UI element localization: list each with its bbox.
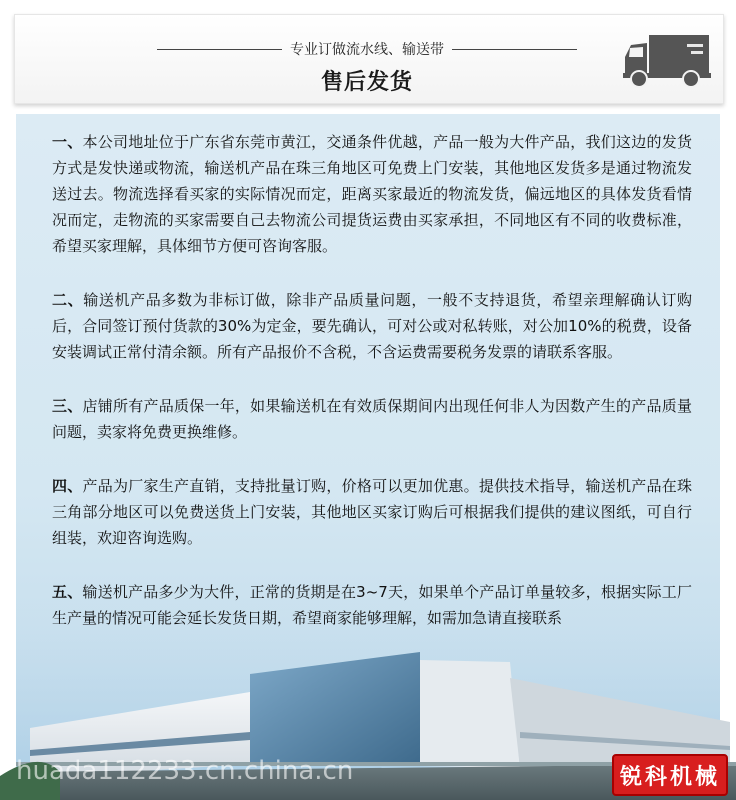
shipping-info	[52, 129, 692, 659]
subtitle-line-right	[452, 49, 577, 50]
truck-icon	[621, 31, 713, 89]
section-4	[52, 473, 692, 551]
brand-badge-text: 锐科机械	[619, 763, 720, 790]
section-number: 一、	[52, 133, 83, 151]
subtitle: 专业订做流水线、输送带	[290, 42, 444, 58]
page-title: 售后发货	[320, 70, 413, 95]
brand-badge	[612, 754, 728, 796]
section-number: 五、	[52, 583, 83, 601]
section-5	[52, 579, 692, 631]
section-1	[52, 129, 692, 259]
subtitle-line-left	[157, 49, 282, 50]
header-banner	[14, 14, 724, 104]
section-number: 四、	[52, 477, 83, 495]
section-text: 本公司地址位于广东省东莞市黄江，交通条件优越，产品一般为大件产品，我们这边的发货方式是发快递或物流，输送机产品在珠三角地区可免费上门安装，其他地区发货多是通过物流发送过去。物流选择看买家的实际情况而定，距离买家最近的物流发货，偏远地区的具体发货看情况而定，走物流的买家需要自己去物流公司提货运费由买家承担，不同地区有不同的收费标准，希望买家理解，具体细节方便可咨询客服。	[52, 133, 692, 255]
section-2	[52, 287, 692, 365]
section-text: 输送机产品多数为非标订做，除非产品质量问题，一般不支持退货，希望亲理解确认订购后，合同签订预付货款的30%为定金，要先确认，可对公或对私转账，对公加10%的税费，设备安装调试正常付清余额。所有产品报价不含税，不含运费需要税务发票的请联系客服。	[52, 291, 692, 361]
section-3	[52, 393, 692, 445]
section-number: 三、	[52, 397, 83, 415]
section-text: 店铺所有产品质保一年，如果输送机在有效质保期间内出现任何非人为因数产生的产品质量问题，卖家将免费更换维修。	[52, 397, 692, 441]
section-text: 输送机产品多少为大件，正常的货期是在3~7天，如果单个产品订单量较多，根据实际工厂生产量的情况可能会延长发货日期，希望商家能够理解，如需加急请直接联系	[52, 583, 692, 627]
section-text: 产品为厂家生产直销，支持批量订购，价格可以更加优惠。提供技术指导，输送机产品在珠三角部分地区可以免费送货上门安装，其他地区买家订购后可根据我们提供的建议图纸，可自行组装，欢迎咨询选购。	[52, 477, 692, 547]
watermark: huada112233.cn.china.cn	[16, 756, 354, 786]
section-number: 二、	[52, 291, 84, 309]
subtitle-row	[157, 39, 577, 59]
